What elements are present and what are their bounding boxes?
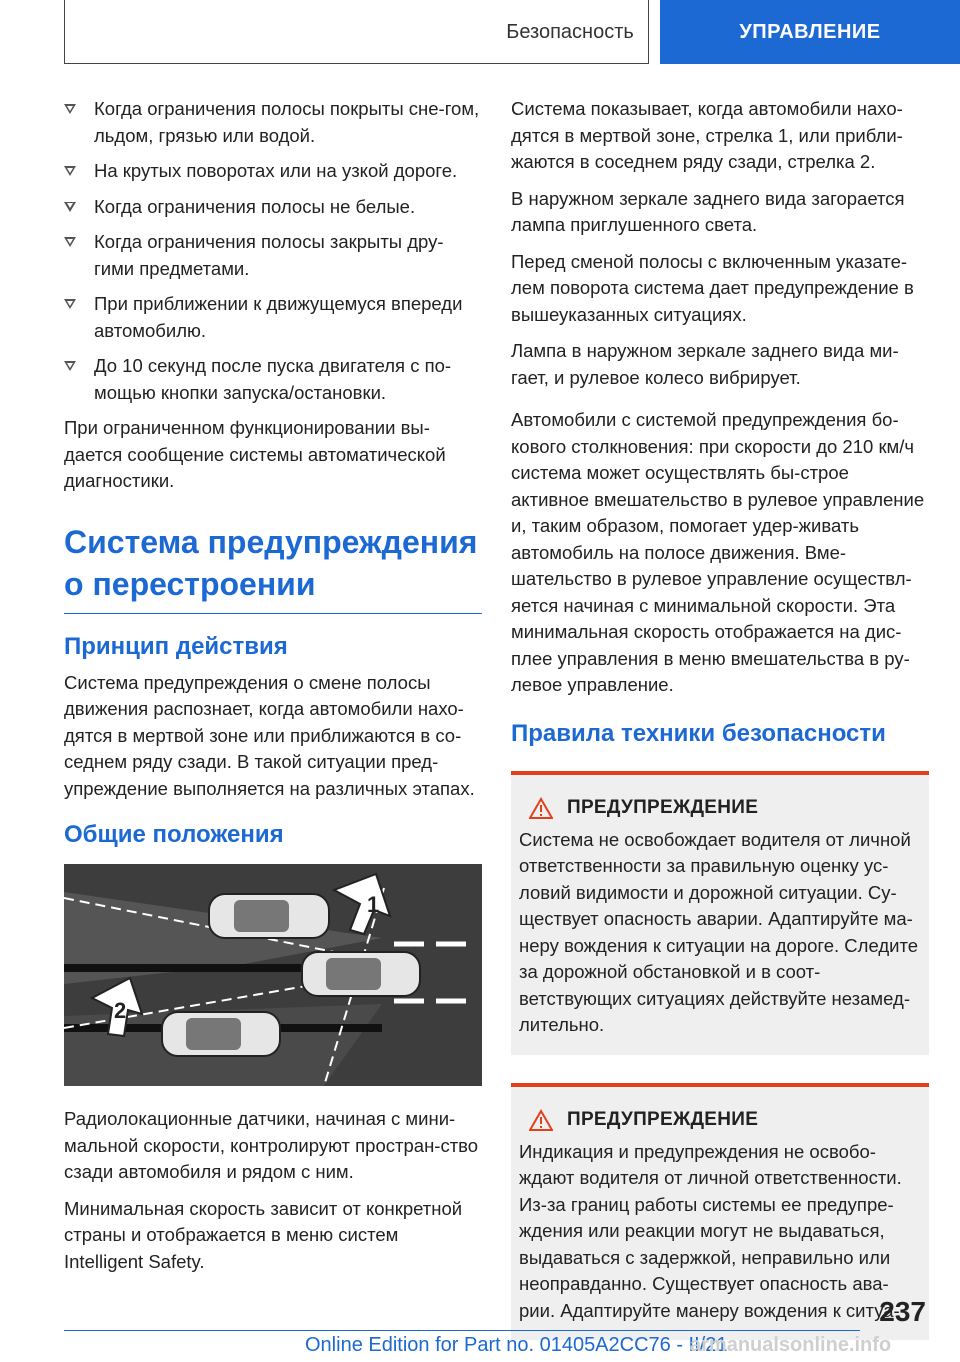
car-2-icon xyxy=(302,952,420,996)
paragraph-side-collision: Автомобили с системой предупреждения бо-кового столкновения: при скорости до 210 км/ч система может осуществлять бы-строе активное вмешательство в рулевое управление и, таким образом, помогает удер-живать автомобиль на полосе движения. Вме-шательство в рулевое управление осуществл-яется начиная с минимальной скорости. Эта минимальная скорость отображается на дис-плее управления в меню вмешательства в ру-левое управление. xyxy=(511,409,925,695)
road-diagram xyxy=(64,864,482,1086)
bullet-triangle-icon xyxy=(64,299,76,309)
paragraph-display: Система показывает, когда автомобили нахо-дятся в мертвой зоне, стрелка 1, или прибли-жаются в соседнем ряду сзади, стрелка 2. xyxy=(511,98,903,172)
header-section-title: Безопасность xyxy=(506,20,634,43)
paragraph-mirror-lamp: В наружном зеркале заднего вида загорается лампа приглушенного света. xyxy=(511,187,905,235)
header-chapter-tab: УПРАВЛЕНИЕ xyxy=(660,0,960,64)
list-item: На крутых поворотах или на узкой дороге. xyxy=(64,158,482,185)
bullet-triangle-icon xyxy=(64,361,76,371)
left-column xyxy=(64,96,482,1285)
list-item: До 10 секунд после пуска двигателя с по-мощью кнопки запуска/остановки. xyxy=(64,353,482,406)
footer-watermark: armanualsonline.info xyxy=(690,1334,892,1356)
page-number: 237 xyxy=(879,1296,926,1327)
right-column xyxy=(511,96,929,1340)
svg-text:2: 2 xyxy=(114,998,127,1023)
list-item: Когда ограничения полосы покрыты сне-гом, льдом, грязью или водой. xyxy=(64,96,482,149)
bullet-triangle-icon xyxy=(64,237,76,247)
list-item: При приближении к движущемуся впереди автомобилю. xyxy=(64,291,482,344)
list-item: Когда ограничения полосы закрыты дру-гими предметами. xyxy=(64,229,482,282)
condition-list xyxy=(64,96,482,406)
footer-divider xyxy=(64,1330,860,1331)
car-3-icon xyxy=(162,1012,280,1056)
svg-text:1: 1 xyxy=(367,892,380,917)
warning-text: Индикация и предупреждения не освобо-ждают водителя от личной ответственности. Из-за границ работы системы ее предупре-ждения или реакции могут не выдаваться, выдаваться с задержкой, неправильно или неоправданно. Существует опасность ава-рии. Адаптируйте манеру вождения к ситуа- xyxy=(519,1140,902,1321)
warning-title: ПРЕДУПРЕЖДЕНИЕ xyxy=(567,796,759,818)
warning-triangle-icon xyxy=(529,1109,553,1131)
warning-title: ПРЕДУПРЕЖДЕНИЕ xyxy=(567,1108,759,1130)
heading-principle: Принцип действия xyxy=(64,632,288,660)
heading-general: Общие положения xyxy=(64,821,284,848)
section-title: Система предупреждения о перестроении xyxy=(64,521,482,614)
warning-text: Система не освобождает водителя от личной ответственности за правильную оценку ус-ловий видимости и дорожной ситуации. Су-ществует опасность аварии. Адаптируйте ма-неру вождения к ситуации на дороге. Следите за дорожной обстановкой и в соот-ветствующих ситуациях действуйте незамед-лительно. xyxy=(519,828,919,1035)
warning-box xyxy=(511,1083,929,1341)
warning-header xyxy=(519,1109,921,1131)
paragraph-vibration: Лампа в наружном зеркале заднего вида ми-гает, и рулевое колесо вибрирует. xyxy=(511,340,899,388)
paragraph-turn-signal: Перед сменой полосы с включенным указате-лем поворота система дает предупреждение в вышеуказанных ситуациях. xyxy=(511,250,914,325)
car-1-icon xyxy=(209,894,329,938)
paragraph-minimum-speed: Минимальная скорость зависит от конкретной страны и отображается в меню систем Intelligent Safety. xyxy=(64,1197,463,1272)
list-item: Когда ограничения полосы не белые. xyxy=(64,194,482,221)
paragraph-limited-function: При ограниченном функционировании вы-дается сообщение системы автоматической диагностики. xyxy=(64,417,446,491)
warning-box xyxy=(511,771,929,1055)
bullet-triangle-icon xyxy=(64,166,76,176)
lane-change-illustration xyxy=(64,864,482,1086)
warning-triangle-icon xyxy=(529,797,553,819)
heading-safety-rules: Правила техники безопасности xyxy=(511,719,886,747)
bullet-triangle-icon xyxy=(64,202,76,212)
bullet-triangle-icon xyxy=(64,104,76,114)
warning-header xyxy=(519,797,921,819)
paragraph-sensors: Радиолокационные датчики, начиная с мини-мальной скорости, контролируют простран-ство сзади автомобиля и рядом с ним. xyxy=(64,1108,479,1182)
footer-edition: Online Edition for Part no. 01405A2CC76 - II/21 xyxy=(305,1334,728,1356)
paragraph-principle: Система предупреждения о смене полосы движения распознает, когда автомобили нахо-дятся в мертвой зоне или приближаются в со-седнем ряду сзади. В такой ситуации пред-упреждение выполняется на различных этапах. xyxy=(64,671,475,799)
